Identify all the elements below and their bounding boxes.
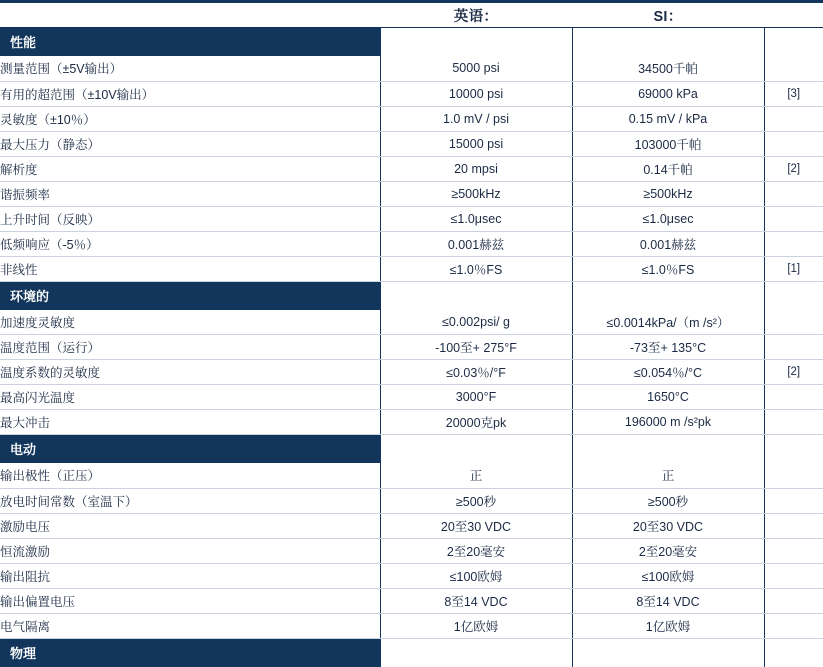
spec-value-english: -100至+ 275°F (380, 335, 572, 360)
spec-note (764, 410, 823, 435)
spec-note (764, 538, 823, 563)
spec-label: 输出偏置电压 (0, 588, 380, 613)
section-spacer-english (380, 435, 572, 464)
spec-value-english: 8至14 VDC (380, 588, 572, 613)
table-row (0, 231, 823, 256)
spec-label: 最大压力（静态） (0, 131, 380, 156)
spec-note (764, 563, 823, 588)
spec-value-english: 1亿欧姆 (380, 613, 572, 638)
table-row (0, 106, 823, 131)
spec-label: 输出极性（正压） (0, 463, 380, 488)
spec-value-english: 0.001赫兹 (380, 231, 572, 256)
spec-note (764, 181, 823, 206)
spec-label: 温度系数的灵敏度 (0, 360, 380, 385)
spec-value-si: 0.001赫兹 (572, 231, 764, 256)
spec-label: 测量范围（±5V输出） (0, 56, 380, 81)
table-row (0, 310, 823, 335)
table-header-row (0, 2, 823, 28)
spec-value-si: ≤0.0014kPa/（m /s²） (572, 310, 764, 335)
spec-label: 输出阻抗 (0, 563, 380, 588)
spec-note: [1] (764, 256, 823, 281)
table-row (0, 563, 823, 588)
spec-note (764, 513, 823, 538)
spec-value-english: 3000°F (380, 385, 572, 410)
spec-value-english: ≥500kHz (380, 181, 572, 206)
table-row (0, 538, 823, 563)
spec-note (764, 613, 823, 638)
section-spacer-note (764, 435, 823, 464)
spec-value-si: 103000千帕 (572, 131, 764, 156)
spec-value-si: 1亿欧姆 (572, 613, 764, 638)
spec-note (764, 463, 823, 488)
table-row (0, 513, 823, 538)
spec-value-english: 20000克pk (380, 410, 572, 435)
spec-value-si: 34500千帕 (572, 56, 764, 81)
spec-value-si: 20至30 VDC (572, 513, 764, 538)
spec-label: 放电时间常数（室温下） (0, 488, 380, 513)
spec-value-si: ≤100欧姆 (572, 563, 764, 588)
spec-label: 灵敏度（±10％） (0, 106, 380, 131)
spec-note (764, 131, 823, 156)
spec-value-english: ≤100欧姆 (380, 563, 572, 588)
section-header-row (0, 281, 823, 310)
section-spacer-note (764, 281, 823, 310)
spec-label: 上升时间（反映） (0, 206, 380, 231)
spec-value-si: -73至+ 135°C (572, 335, 764, 360)
table-row (0, 588, 823, 613)
spec-value-english: ≥500秒 (380, 488, 572, 513)
spec-note (764, 310, 823, 335)
spec-note (764, 588, 823, 613)
spec-note: [3] (764, 81, 823, 106)
section-header-row (0, 28, 823, 57)
section-spacer-note (764, 28, 823, 57)
spec-value-english: ≤1.0％FS (380, 256, 572, 281)
spec-note (764, 106, 823, 131)
spec-label: 最高闪光温度 (0, 385, 380, 410)
spec-note (764, 231, 823, 256)
section-spacer-note (764, 638, 823, 667)
table-row (0, 256, 823, 281)
table-row (0, 181, 823, 206)
table-row (0, 206, 823, 231)
section-spacer-english (380, 281, 572, 310)
spec-value-english: 20 mpsi (380, 156, 572, 181)
spec-value-english: ≤0.03％/°F (380, 360, 572, 385)
spec-value-english: 正 (380, 463, 572, 488)
spec-label: 解析度 (0, 156, 380, 181)
section-spacer-si (572, 281, 764, 310)
spec-value-si: ≤1.0μsec (572, 206, 764, 231)
spec-value-english: 5000 psi (380, 56, 572, 81)
table-row (0, 385, 823, 410)
spec-value-english: 2至20毫安 (380, 538, 572, 563)
table-row (0, 81, 823, 106)
table-row (0, 463, 823, 488)
spec-note (764, 56, 823, 81)
section-spacer-si (572, 638, 764, 667)
spec-label: 电气隔离 (0, 613, 380, 638)
spec-value-english: ≤1.0μsec (380, 206, 572, 231)
spec-note: [2] (764, 360, 823, 385)
spec-value-si: 0.14千帕 (572, 156, 764, 181)
table-row (0, 156, 823, 181)
spec-value-si: ≤0.054％/°C (572, 360, 764, 385)
header-si-unit: SI： (572, 2, 764, 28)
spec-value-english: 10000 psi (380, 81, 572, 106)
table-row (0, 410, 823, 435)
spec-value-si: ≥500秒 (572, 488, 764, 513)
spec-label: 温度范围（运行） (0, 335, 380, 360)
spec-label: 谐振频率 (0, 181, 380, 206)
section-spacer-si (572, 28, 764, 57)
spec-value-english: 1.0 mV / psi (380, 106, 572, 131)
spec-note (764, 335, 823, 360)
spec-value-si: 0.15 mV / kPa (572, 106, 764, 131)
spec-value-si: 正 (572, 463, 764, 488)
spec-label: 恒流激励 (0, 538, 380, 563)
spec-label: 加速度灵敏度 (0, 310, 380, 335)
spec-value-si: 1650°C (572, 385, 764, 410)
spec-value-si: ≤1.0％FS (572, 256, 764, 281)
header-note-cell (764, 2, 823, 28)
spec-label: 非线性 (0, 256, 380, 281)
spec-value-english: 20至30 VDC (380, 513, 572, 538)
section-spacer-si (572, 435, 764, 464)
spec-note: [2] (764, 156, 823, 181)
section-spacer-english (380, 638, 572, 667)
table-row (0, 56, 823, 81)
section-title: 电动 (0, 435, 380, 464)
spec-value-si: 69000 kPa (572, 81, 764, 106)
section-spacer-english (380, 28, 572, 57)
table-row (0, 360, 823, 385)
table-row (0, 131, 823, 156)
spec-label: 低频响应（-5％） (0, 231, 380, 256)
spec-value-english: ≤0.002psi/ g (380, 310, 572, 335)
section-title: 性能 (0, 28, 380, 57)
spec-value-si: 2至20毫安 (572, 538, 764, 563)
table-row (0, 613, 823, 638)
spec-note (764, 488, 823, 513)
spec-note (764, 206, 823, 231)
section-title: 环境的 (0, 281, 380, 310)
table-row (0, 335, 823, 360)
header-english-unit: 英语： (380, 2, 572, 28)
spec-value-si: 196000 m /s²pk (572, 410, 764, 435)
section-title: 物理 (0, 638, 380, 667)
header-label-cell (0, 2, 380, 28)
table-row (0, 488, 823, 513)
section-header-row (0, 435, 823, 464)
section-header-row (0, 638, 823, 667)
spec-value-si: 8至14 VDC (572, 588, 764, 613)
spec-label: 有用的超范围（±10V输出） (0, 81, 380, 106)
spec-label: 激励电压 (0, 513, 380, 538)
spec-note (764, 385, 823, 410)
spec-label: 最大冲击 (0, 410, 380, 435)
spec-value-english: 15000 psi (380, 131, 572, 156)
spec-value-si: ≥500kHz (572, 181, 764, 206)
